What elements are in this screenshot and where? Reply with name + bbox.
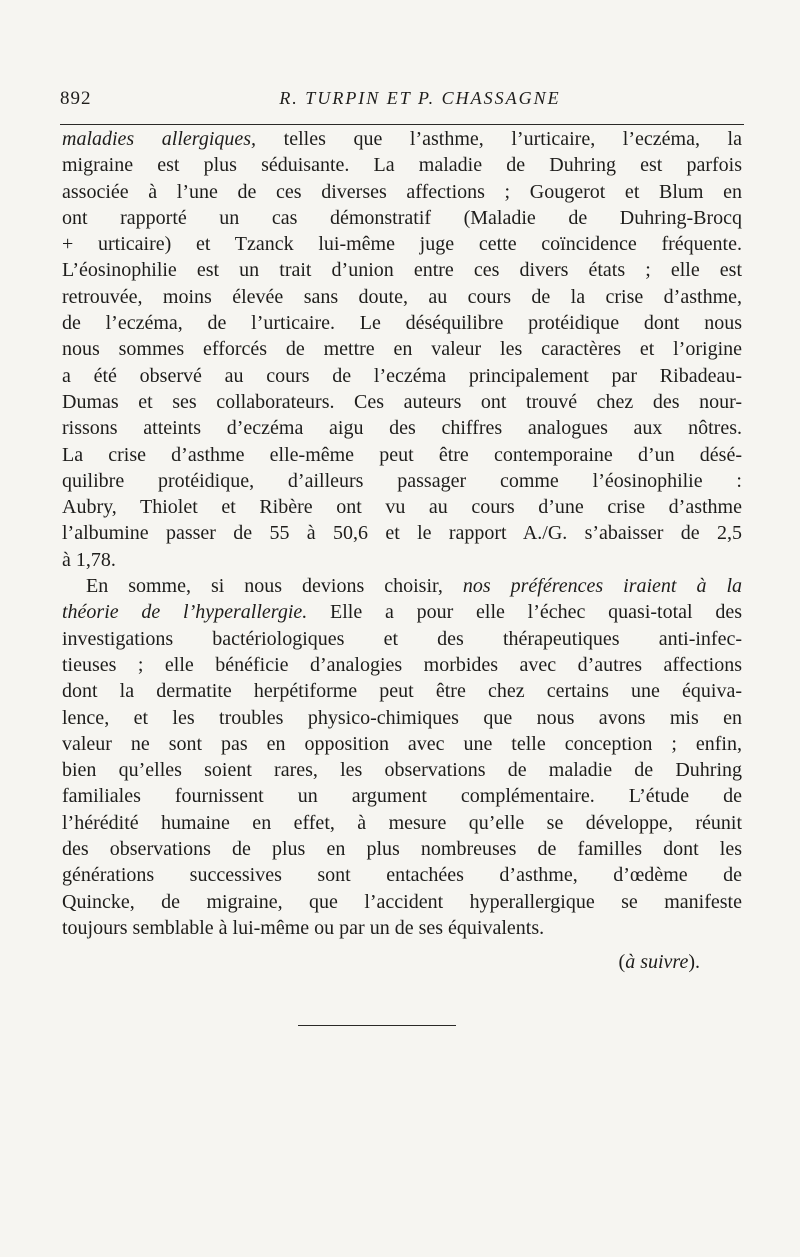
text-line: L’éosinophilie est un trait d’union entre ces divers états ; elle est [62, 259, 742, 282]
italic-phrase: nos préférences iraient à la [462, 575, 743, 598]
text-line: nous sommes efforcés de mettre en valeur les caractères et l’origine [62, 338, 742, 361]
text-run: telles que l’asthme, l’urticaire, l’eczéma, la [256, 128, 742, 150]
text-line: l’albumine passer de 55 à 50,6 et le rapport A./G. s’abaisser de 2,5 [62, 522, 742, 545]
text-line: Dumas et ses collaborateurs. Ces auteurs ont trouvé chez des nour- [62, 390, 742, 413]
running-head: R. TURPIN ET P. CHASSAGNE [279, 88, 561, 108]
text-line [62, 573, 742, 599]
paren-close: ). [688, 951, 700, 974]
text-line [62, 126, 742, 152]
text-run: Elle a pour elle l’échec quasi-total des [307, 601, 742, 624]
text-line: Quincke, de migraine, que l’accident hyperallergique se manifeste [62, 890, 742, 913]
text-line: investigations bactériologiques et des thérapeutiques anti-infec- [62, 627, 742, 650]
paragraph-2 [62, 573, 742, 941]
text-line [62, 599, 742, 625]
text-line: associée à l’une de ces diverses affections ; Gougerot et Blum en [62, 180, 742, 203]
text-line: rissons atteints d’eczéma aigu des chiffres analogues aux nôtres. [62, 417, 742, 440]
text-line: La crise d’asthme elle-même peut être contemporaine d’un désé- [62, 443, 742, 466]
italic-phrase: maladies allergiques, [62, 128, 257, 150]
paren-open: ( [618, 951, 626, 974]
text-line: l’hérédité humaine en effet, à mesure qu’elle se développe, réunit [62, 811, 742, 834]
text-line: bien qu’elles soient rares, les observations de maladie de Duhring [62, 759, 742, 782]
header-rule [60, 124, 744, 125]
continuation-italic: à suivre [625, 951, 689, 974]
text-line: Aubry, Thiolet et Ribère ont vu au cours d’une crise d’asthme [62, 496, 742, 519]
paragraph-1 [62, 126, 742, 573]
body-text [62, 126, 742, 976]
text-line: retrouvée, moins élevée sans doute, au cours de la crise d’asthme, [62, 285, 742, 308]
text-line: familiales fournissent un argument complémentaire. L’étude de [62, 785, 742, 808]
text-line: à 1,78. [62, 548, 116, 571]
text-line: + urticaire) et Tzanck lui-même juge cette coïncidence fréquente. [62, 233, 742, 256]
text-line: des observations de plus en plus nombreuses de familles dont les [62, 838, 742, 861]
text-line: quilibre protéidique, d’ailleurs passager comme l’éosinophilie : [62, 469, 742, 492]
text-run: En somme, si nous devions choisir, [86, 575, 463, 598]
text-line: générations successives sont entachées d’asthme, d’œdème de [62, 864, 742, 887]
page-number: 892 [60, 88, 92, 109]
text-line: de l’eczéma, de l’urticaire. Le déséquilibre protéidique dont nous [62, 312, 742, 335]
end-rule [298, 1025, 456, 1026]
text-line: lence, et les troubles physico-chimiques que nous avons mis en [62, 706, 742, 729]
italic-phrase: théorie de l’hyperallergie. [62, 601, 308, 624]
spacer [62, 941, 742, 949]
text-line: ont rapporté un cas démonstratif (Maladie de Duhring-Brocq [62, 206, 742, 229]
text-line: migraine est plus séduisante. La maladie de Duhring est parfois [62, 154, 742, 177]
text-line: tieuses ; elle bénéficie d’analogies morbides avec d’autres affections [62, 653, 742, 676]
text-line: a été observé au cours de l’eczéma principalement par Ribadeau- [62, 364, 742, 387]
continuation-note [62, 949, 742, 975]
text-line: dont la dermatite herpétiforme peut être chez certains une équiva- [62, 680, 742, 703]
text-line: toujours semblable à lui-même ou par un de ses équivalents. [62, 916, 545, 939]
text-line: valeur ne sont pas en opposition avec une telle conception ; enfin, [62, 732, 742, 755]
